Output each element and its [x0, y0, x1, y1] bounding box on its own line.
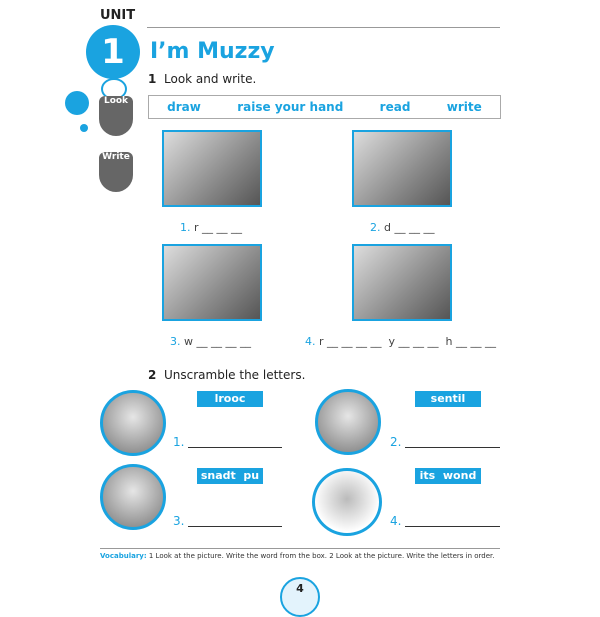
page-number: 4	[280, 577, 320, 617]
unit-label: UNIT	[100, 8, 136, 23]
exercise-number: 2	[148, 368, 157, 382]
scrambled-word: lrooc	[197, 391, 263, 407]
divider	[147, 27, 500, 28]
answer-3: 3. w __ __ __ __	[170, 335, 251, 348]
photo-boy-sitting	[312, 468, 382, 536]
word: draw	[167, 100, 201, 114]
decor-dot	[65, 91, 89, 115]
answer-4: 4. r __ __ __ __ y __ __ __ h __ __ __	[305, 335, 496, 348]
write-icon-label: Write	[102, 152, 130, 162]
word: read	[379, 100, 411, 114]
item-number: 1.	[173, 435, 185, 449]
item-number: 4.	[390, 514, 402, 528]
scrambled-word: snadt pu	[197, 468, 263, 484]
footer-note: Vocabulary: 1 Look at the picture. Write the word from the box. 2 Look at the picture. Write the letters in order.	[100, 552, 495, 560]
scrambled-word: its wond	[415, 468, 481, 484]
answer-line[interactable]	[405, 526, 500, 527]
exercise1-heading	[148, 72, 256, 86]
scrambled-word: sentil	[415, 391, 481, 407]
exercise-instruction: Unscramble the letters.	[164, 368, 306, 382]
item-number: 3.	[173, 514, 185, 528]
look-icon	[99, 96, 133, 136]
item-number: 2.	[390, 435, 402, 449]
decor-dot	[80, 124, 88, 132]
photo-girl-headphones	[315, 389, 381, 455]
footer-divider	[100, 548, 500, 549]
photo-girl-raising-hand	[352, 244, 452, 321]
exercise-instruction: Look and write.	[164, 72, 257, 86]
exercise-number: 1	[148, 72, 157, 86]
photo-girl-drawing	[352, 130, 452, 207]
answer-1: 1. r __ __ __	[180, 221, 243, 234]
answer-2: 2. d __ __ __	[370, 221, 435, 234]
write-icon	[99, 152, 133, 192]
photo-boy-reading	[162, 130, 262, 207]
answer-line[interactable]	[405, 447, 500, 448]
word: raise your hand	[237, 100, 344, 114]
answer-line[interactable]	[188, 447, 282, 448]
exercise2-heading	[148, 368, 305, 382]
unit-number-badge: 1	[86, 25, 140, 79]
photo-girl-writing	[162, 244, 262, 321]
look-icon-label: Look	[103, 96, 129, 106]
answer-line[interactable]	[188, 526, 282, 527]
page-title: I’m Muzzy	[150, 39, 275, 64]
photo-boy-standing	[100, 464, 166, 530]
word: write	[446, 100, 482, 114]
photo-hands-writing	[100, 390, 166, 456]
word-box	[148, 95, 501, 119]
